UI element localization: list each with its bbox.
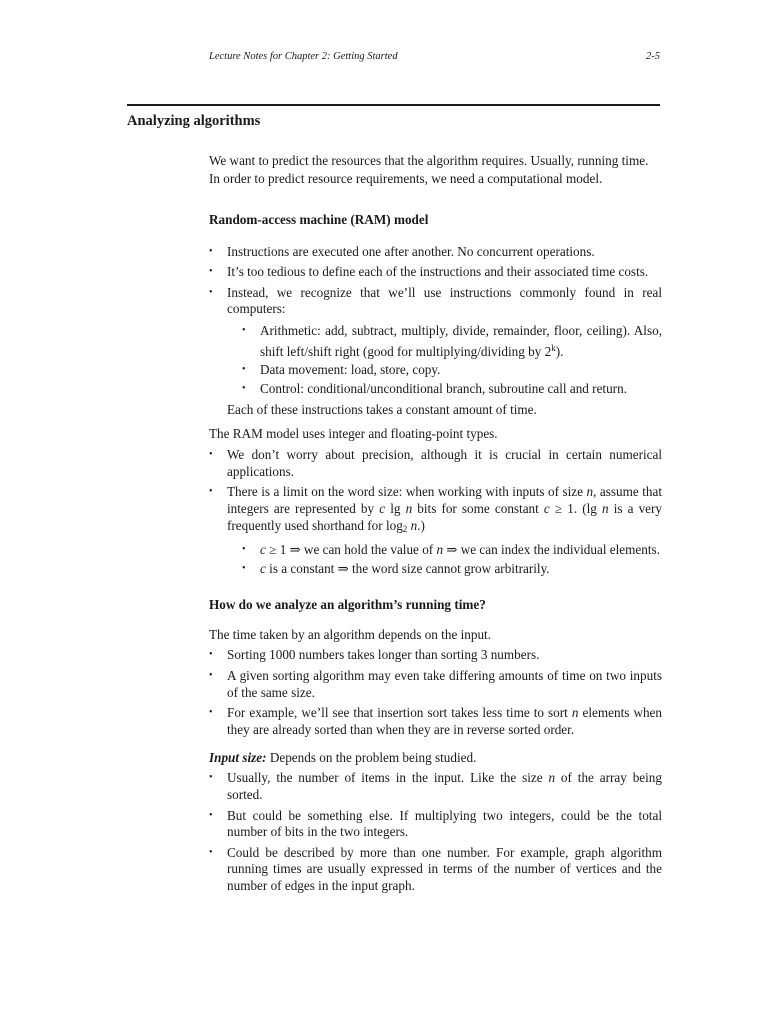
list-item: • It’s too tedious to define each of the instructions and their associated time costs. bbox=[209, 264, 662, 281]
list-item: • Could be described by more than one number. For example, graph algorithm running times are usually expressed in terms of the number of vertices and the number of edges in the input graph. bbox=[209, 845, 662, 895]
list-item: • Arithmetic: add, subtract, multiply, divide, remainder, floor, ceiling). Also, shift left/shift right (good for multiplying/dividing by 2$^k$). bbox=[242, 323, 662, 361]
running-time-heading: How do we analyze an algorithm’s running time? bbox=[209, 597, 486, 613]
section-title: Analyzing algorithms bbox=[127, 113, 261, 129]
list-item: • We don’t worry about precision, although it is crucial in certain numerical applications. bbox=[209, 447, 662, 481]
list-item: • There is a limit on the word size: when working with inputs of size n, assume that integers are represented by c lg n bits for some constant c ≥ 1. (lg n is a very frequently used shorthand for log2 n.) • c ≥ 1 ⇒ we can hold the value of n ⇒ we can index the individual elements. • c is a constant ⇒ the word size cannot grow arbitrarily. bbox=[209, 484, 662, 577]
ram-heading: Random-access machine (RAM) model bbox=[209, 212, 429, 227]
list-item: • Instead, we recognize that we’ll use instructions commonly found in real computers: • Arithmetic: add, subtract, multiply, divide, remainder, floor, ceiling). Also, shift left/shift right (good for multiplying/dividing by 2$^k$). • Data movement: load, store, copy. • Control: conditional/unconditional branch, subroutine call and return. bbox=[209, 285, 662, 398]
input-size-label: Input size: bbox=[209, 750, 267, 766]
list-item: • c is a constant ⇒ the word size cannot grow arbitrarily. bbox=[242, 561, 662, 578]
running-time-bullet-list bbox=[209, 647, 662, 738]
precision-bullet-list bbox=[209, 447, 662, 578]
running-time-intro: The time taken by an algorithm depends on the input. bbox=[209, 627, 491, 643]
list-item: • Sorting 1000 numbers takes longer than sorting 3 numbers. bbox=[209, 647, 662, 664]
body-text bbox=[209, 152, 662, 899]
list-item: • For example, we’ll see that insertion sort takes less time to sort n elements when they are already sorted than when they are in reverse sorted order. bbox=[209, 705, 662, 739]
intro-line-1: We want to predict the resources that the algorithm requires. Usually, running time. bbox=[209, 153, 649, 168]
running-header bbox=[209, 51, 660, 62]
list-item: • Data movement: load, store, copy. bbox=[242, 362, 662, 379]
list-item: • Control: conditional/unconditional branch, subroutine call and return. bbox=[242, 381, 662, 398]
list-item: • A given sorting algorithm may even take differing amounts of time on two inputs of the same size. bbox=[209, 668, 662, 702]
list-item: • c ≥ 1 ⇒ we can hold the value of n ⇒ we can index the individual elements. bbox=[242, 542, 662, 559]
constant-time-note: Each of these instructions takes a constant amount of time. bbox=[227, 401, 537, 417]
input-size-bullet-list bbox=[209, 770, 662, 895]
intro-line-2: In order to predict resource requirements, we need a computational model. bbox=[209, 171, 603, 186]
running-title: Lecture Notes for Chapter 2: Getting Started bbox=[209, 51, 398, 62]
list-item: • But could be something else. If multiplying two integers, could be the total number of bits in the two integers. bbox=[209, 808, 662, 842]
list-item: • Usually, the number of items in the input. Like the size n of the array being sorted. bbox=[209, 770, 662, 804]
page-number: 2-5 bbox=[646, 51, 660, 62]
input-size-line: Input size: Depends on the problem being studied. bbox=[209, 750, 477, 766]
word-size-sublist bbox=[242, 542, 662, 577]
ram-bullet-list bbox=[209, 244, 662, 397]
ram-types-line: The RAM model uses integer and floating-point types. bbox=[209, 425, 498, 441]
instruction-sublist bbox=[242, 323, 662, 397]
list-item: • Instructions are executed one after another. No concurrent operations. bbox=[209, 244, 662, 261]
section-rule bbox=[127, 104, 660, 106]
